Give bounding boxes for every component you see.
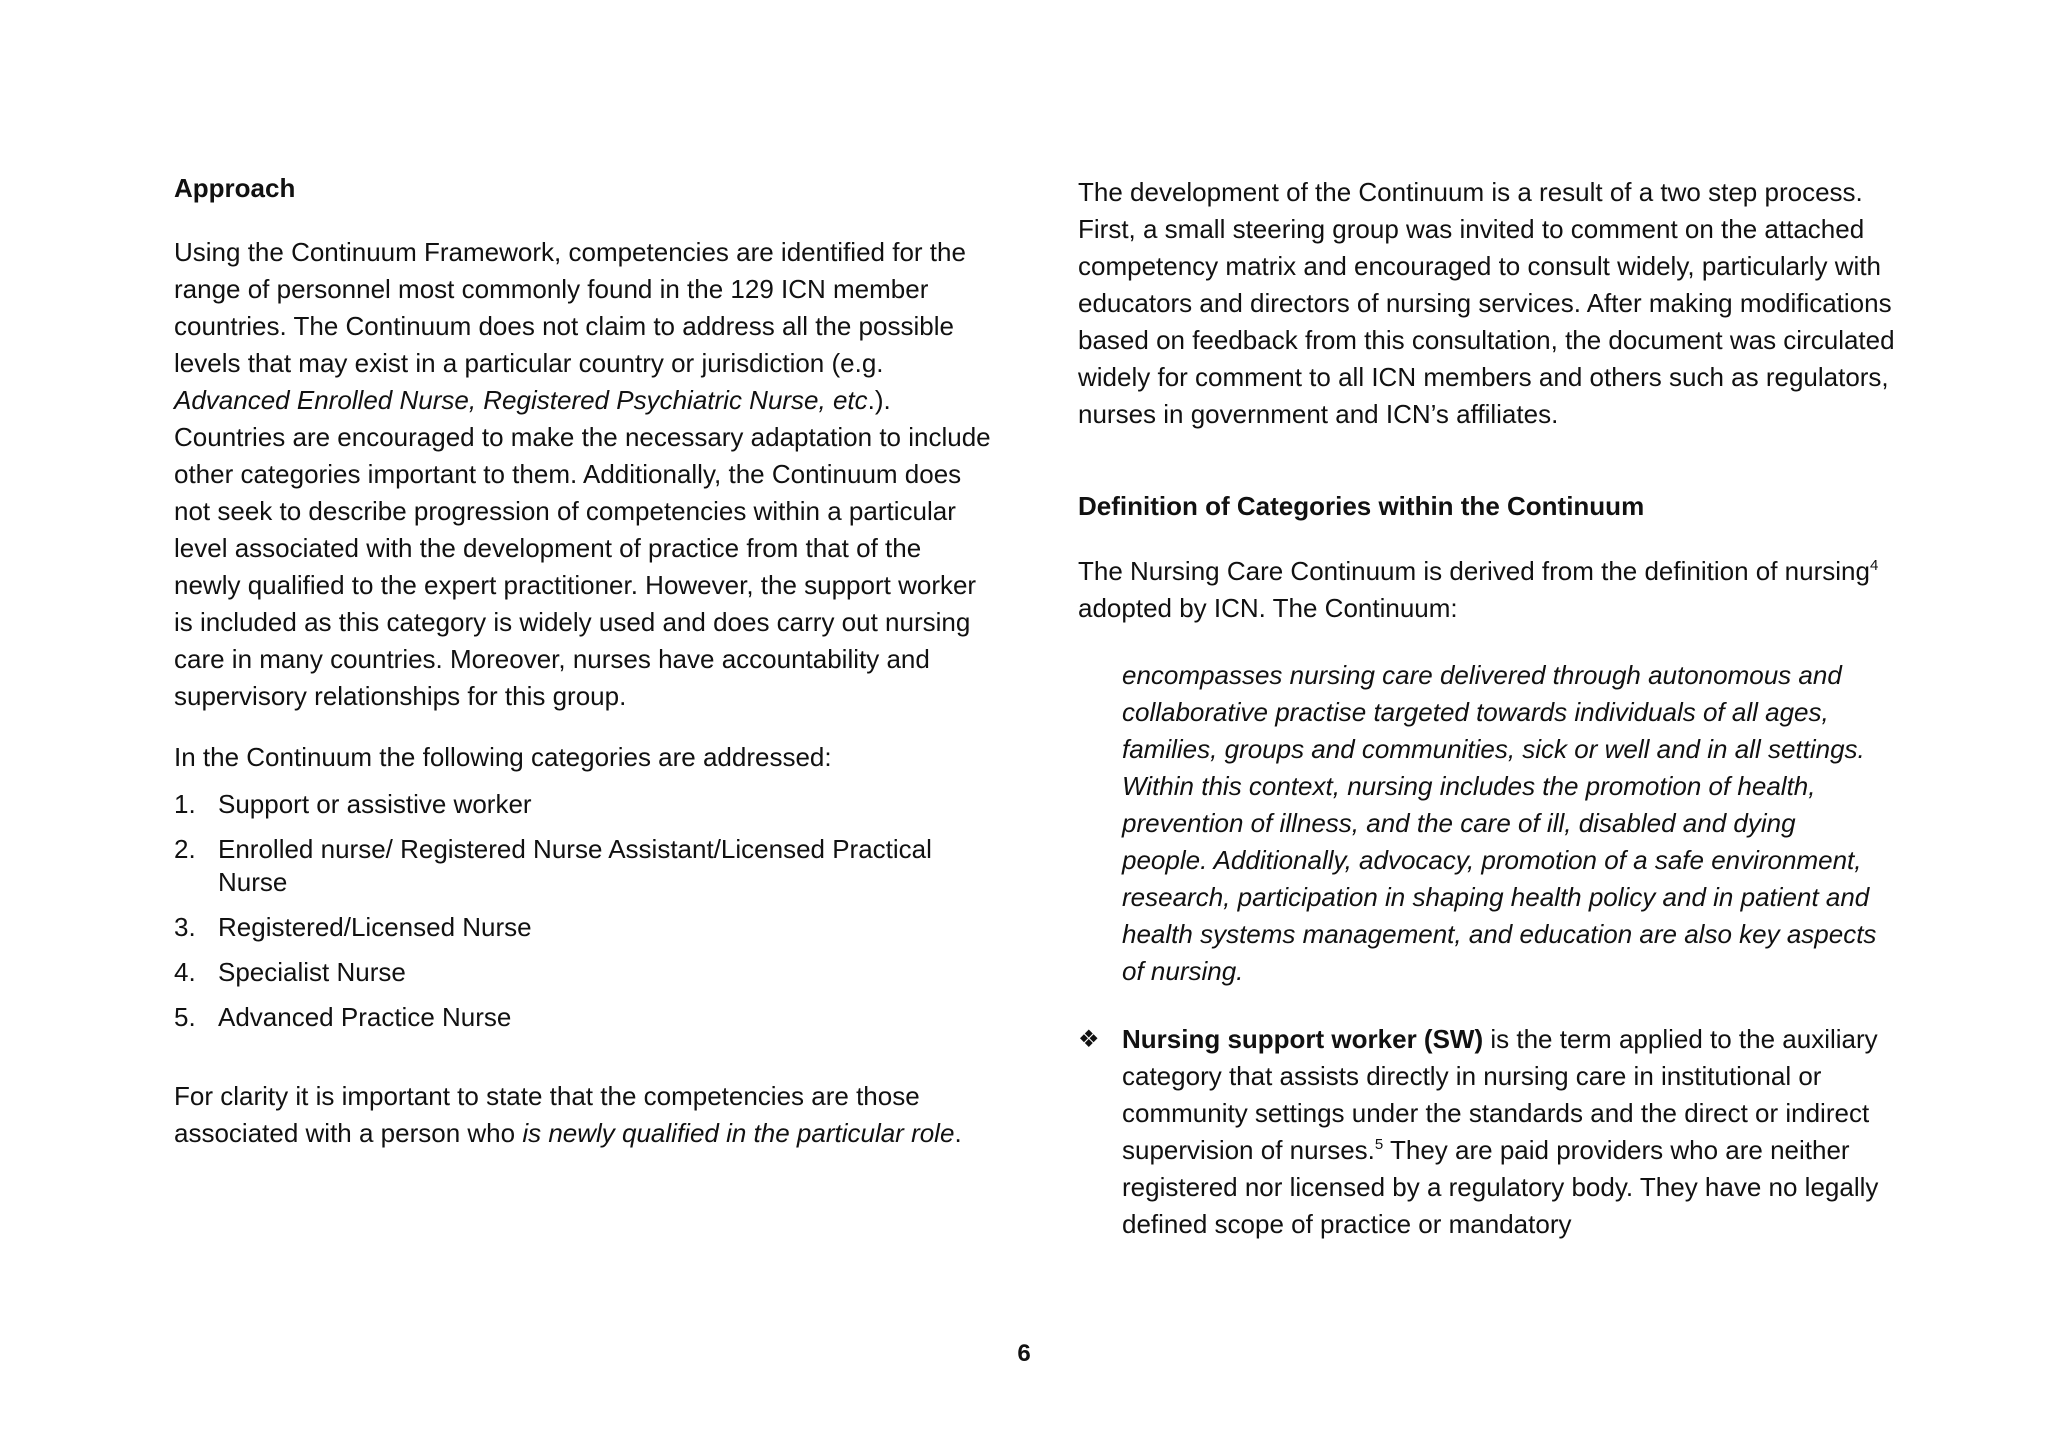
list-item (174, 956, 994, 989)
list-item-number: 3. (174, 912, 196, 942)
clarity-paragraph-italic: is newly qualified in the particular role (522, 1118, 955, 1148)
clarity-paragraph-text: For clarity it is important to state that the competencies are those associated with a person who (174, 1081, 920, 1148)
footnote-ref-5: 5 (1374, 1136, 1384, 1153)
list-item (174, 833, 994, 899)
list-item-number: 5. (174, 1002, 196, 1032)
approach-paragraph (174, 234, 994, 715)
left-column (174, 170, 994, 1152)
right-column (1078, 174, 1908, 1243)
footnote-ref-4: 4 (1869, 557, 1879, 574)
approach-paragraph-text-end: .). Countries are encouraged to make the necessary adaptation to include other categories important to them. Additionally, the Continuum does not seek to describe progression of competencies within a particular level associated with the development of practice from that of the newly qualified to the expert practitioner. However, the support worker is included as this category is widely used and does carry out nursing care in many countries. Moreover, nurses have accountability and supervisory relationships for this group. (174, 385, 991, 711)
list-item-text: Enrolled nurse/ Registered Nurse Assistant/Licensed Practical Nurse (218, 834, 932, 897)
clarity-paragraph-text-end: . (954, 1118, 962, 1148)
list-item (174, 788, 994, 821)
list-item-number: 4. (174, 957, 196, 987)
categories-intro: In the Continuum the following categories are addressed: (174, 742, 832, 772)
categories-list (174, 788, 994, 1034)
support-worker-text: is the term applied to the auxiliary category that assists directly in nursing care in institutional or community settings under the standards and the direct or indirect supervision of nurses. (1122, 1024, 1878, 1165)
list-item-text: Registered/Licensed Nurse (218, 912, 532, 942)
support-worker-term: Nursing support worker (SW) (1122, 1024, 1484, 1054)
nursing-definition-quote: encompasses nursing care delivered through autonomous and collaborative practise targeted towards individuals of all ages, families, groups and communities, sick or well and in all settings. Within this context, nursing includes the promotion of health, prevention of illness, and the care of ill, disabled and dying people. Additionally, advocacy, promotion of a safe environment, research, participation in shaping health policy and in patient and health systems management, and education are also key aspects of nursing. (1122, 660, 1877, 986)
list-item-number: 1. (174, 789, 196, 819)
support-worker-text-end: They are paid providers who are neither registered nor licensed by a regulatory body. They have no legally defined scope of practice or mandatory (1122, 1135, 1879, 1239)
definition-paragraph-text-end: adopted by ICN. The Continuum: (1078, 593, 1458, 623)
approach-heading: Approach (174, 173, 296, 203)
page-number: 6 (1017, 1340, 1031, 1367)
list-item-number: 2. (174, 834, 196, 864)
definition-heading: Definition of Categories within the Continuum (1078, 491, 1645, 521)
list-item (174, 911, 994, 944)
list-item-text: Specialist Nurse (218, 957, 406, 987)
clarity-paragraph (174, 1078, 994, 1152)
approach-paragraph-italic: Advanced Enrolled Nurse, Registered Psychiatric Nurse, etc (174, 385, 868, 415)
list-item (174, 1001, 994, 1034)
list-item-text: Advanced Practice Nurse (218, 1002, 512, 1032)
development-paragraph: The development of the Continuum is a result of a two step process. First, a small steering group was invited to comment on the attached competency matrix and encouraged to consult widely, particularly with educators and directors of nursing services. After making modifications based on feedback from this consultation, the document was circulated widely for comment to all ICN members and others such as regulators, nurses in government and ICN’s affiliates. (1078, 177, 1895, 429)
approach-paragraph-text: Using the Continuum Framework, competencies are identified for the range of personnel most commonly found in the 129 ICN member countries. The Continuum does not claim to address all the possible levels that may exist in a particular country or jurisdiction (e.g. (174, 237, 966, 378)
support-worker-bullet (1078, 1021, 1908, 1243)
definition-paragraph (1078, 553, 1908, 627)
definition-paragraph-text: The Nursing Care Continuum is derived from the definition of nursing (1078, 556, 1870, 586)
diamond-bullet-icon: ❖ (1078, 1026, 1100, 1053)
list-item-text: Support or assistive worker (218, 789, 532, 819)
